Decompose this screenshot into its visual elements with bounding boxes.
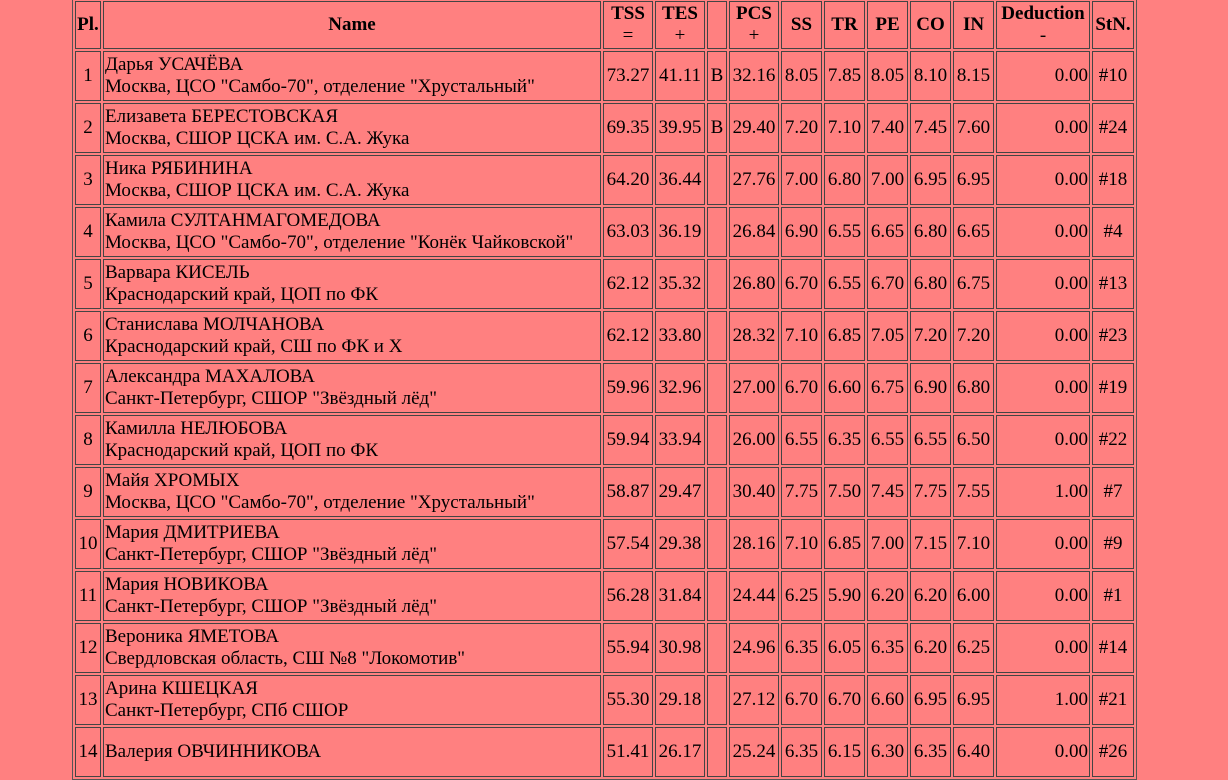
deduction-cell: 0.00 <box>996 207 1090 257</box>
skater-name: Камилла НЕЛЮБОВА <box>105 418 288 439</box>
ss-cell: 7.10 <box>781 519 822 569</box>
tss-cell: 55.94 <box>603 623 653 673</box>
header-ss-label: SS <box>790 14 813 35</box>
skater-name: Камила СУЛТАНМАГОМЕДОВА <box>105 210 381 231</box>
tes-cell: 33.94 <box>655 415 705 465</box>
skater-name: Варвара КИСЕЛЬ <box>105 262 250 283</box>
bonus-cell <box>707 571 727 621</box>
bonus-cell: B <box>707 103 727 153</box>
deduction-cell: 0.00 <box>996 727 1090 777</box>
table-row <box>75 311 1134 361</box>
bonus-cell <box>707 259 727 309</box>
header-pcs <box>729 1 779 49</box>
start-number-cell: #19 <box>1092 363 1134 413</box>
header-row <box>75 1 1134 49</box>
co-cell: 6.80 <box>910 207 951 257</box>
start-number-cell: #22 <box>1092 415 1134 465</box>
in-cell: 8.15 <box>953 51 994 101</box>
place-cell: 8 <box>75 415 101 465</box>
in-cell: 7.20 <box>953 311 994 361</box>
pe-cell: 6.65 <box>867 207 908 257</box>
pe-cell: 8.05 <box>867 51 908 101</box>
tr-cell: 6.85 <box>824 519 865 569</box>
ss-cell: 7.75 <box>781 467 822 517</box>
ss-cell: 6.35 <box>781 623 822 673</box>
tss-cell: 59.94 <box>603 415 653 465</box>
skater-club: Санкт-Петербург, СШОР "Звёздный лёд" <box>105 596 437 617</box>
skater-name: Мария НОВИКОВА <box>105 574 269 595</box>
pcs-cell: 27.00 <box>729 363 779 413</box>
co-cell: 6.20 <box>910 623 951 673</box>
bonus-cell <box>707 623 727 673</box>
header-pcs-label: PCS <box>736 3 772 24</box>
pcs-cell: 24.44 <box>729 571 779 621</box>
header-tes-operator: + <box>674 25 686 46</box>
in-cell: 6.40 <box>953 727 994 777</box>
tes-cell: 29.47 <box>655 467 705 517</box>
place-cell: 11 <box>75 571 101 621</box>
table-row <box>75 519 1134 569</box>
tr-cell: 6.85 <box>824 311 865 361</box>
tes-cell: 26.17 <box>655 727 705 777</box>
table-row <box>75 467 1134 517</box>
skater-name: Станислава МОЛЧАНОВА <box>105 314 325 335</box>
tss-cell: 56.28 <box>603 571 653 621</box>
pcs-cell: 30.40 <box>729 467 779 517</box>
pcs-cell: 28.16 <box>729 519 779 569</box>
pe-cell: 6.70 <box>867 259 908 309</box>
co-cell: 6.20 <box>910 571 951 621</box>
tss-cell: 63.03 <box>603 207 653 257</box>
deduction-cell: 0.00 <box>996 415 1090 465</box>
deduction-cell: 0.00 <box>996 103 1090 153</box>
start-number-cell: #1 <box>1092 571 1134 621</box>
header-start-number <box>1092 1 1134 49</box>
skater-cell <box>103 727 601 777</box>
tr-cell: 7.10 <box>824 103 865 153</box>
skater-name: Ника РЯБИНИНА <box>105 158 253 179</box>
start-number-cell: #7 <box>1092 467 1134 517</box>
tr-cell: 6.05 <box>824 623 865 673</box>
header-tes-label: TES <box>662 3 698 24</box>
pcs-cell: 26.80 <box>729 259 779 309</box>
header-start-number-label: StN. <box>1095 14 1131 35</box>
tes-cell: 31.84 <box>655 571 705 621</box>
skater-club: Москва, ЦСО "Самбо-70", отделение "Хрустальный" <box>105 76 535 97</box>
skater-club: Санкт-Петербург, СШОР "Звёздный лёд" <box>105 544 437 565</box>
deduction-cell: 0.00 <box>996 623 1090 673</box>
results-body <box>75 51 1134 777</box>
tr-cell: 6.15 <box>824 727 865 777</box>
place-cell: 4 <box>75 207 101 257</box>
skater-cell <box>103 311 601 361</box>
ss-cell: 6.70 <box>781 675 822 725</box>
skater-name: Валерия ОВЧИННИКОВА <box>105 741 322 762</box>
ss-cell: 6.70 <box>781 363 822 413</box>
place-cell: 6 <box>75 311 101 361</box>
in-cell: 6.80 <box>953 363 994 413</box>
pe-cell: 6.55 <box>867 415 908 465</box>
start-number-cell: #24 <box>1092 103 1134 153</box>
bonus-cell <box>707 519 727 569</box>
table-row <box>75 155 1134 205</box>
header-name <box>103 1 601 49</box>
header-tr-label: TR <box>831 14 858 35</box>
tss-cell: 55.30 <box>603 675 653 725</box>
header-tes <box>655 1 705 49</box>
table-row <box>75 727 1134 777</box>
place-cell: 2 <box>75 103 101 153</box>
tr-cell: 6.60 <box>824 363 865 413</box>
in-cell: 6.00 <box>953 571 994 621</box>
skater-name: Елизавета БЕРЕСТОВСКАЯ <box>105 106 339 127</box>
co-cell: 6.55 <box>910 415 951 465</box>
results-table <box>72 0 1137 780</box>
header-tss <box>603 1 653 49</box>
deduction-cell: 0.00 <box>996 519 1090 569</box>
tr-cell: 6.80 <box>824 155 865 205</box>
skater-club: Краснодарский край, СШ по ФК и Х <box>105 336 403 357</box>
co-cell: 6.90 <box>910 363 951 413</box>
skater-club: Москва, СШОР ЦСКА им. С.А. Жука <box>105 180 410 201</box>
table-row <box>75 259 1134 309</box>
start-number-cell: #18 <box>1092 155 1134 205</box>
in-cell: 6.65 <box>953 207 994 257</box>
tes-cell: 29.18 <box>655 675 705 725</box>
co-cell: 7.45 <box>910 103 951 153</box>
ss-cell: 7.00 <box>781 155 822 205</box>
tss-cell: 62.12 <box>603 259 653 309</box>
tss-cell: 57.54 <box>603 519 653 569</box>
place-cell: 7 <box>75 363 101 413</box>
pcs-cell: 25.24 <box>729 727 779 777</box>
table-row <box>75 415 1134 465</box>
bonus-cell <box>707 363 727 413</box>
tes-cell: 35.32 <box>655 259 705 309</box>
bonus-cell <box>707 415 727 465</box>
bonus-cell: B <box>707 51 727 101</box>
header-tss-label: TSS <box>611 3 645 24</box>
place-cell: 14 <box>75 727 101 777</box>
header-name-label: Name <box>328 14 376 35</box>
tr-cell: 7.85 <box>824 51 865 101</box>
ss-cell: 6.90 <box>781 207 822 257</box>
ss-cell: 7.20 <box>781 103 822 153</box>
place-cell: 1 <box>75 51 101 101</box>
table-row <box>75 207 1134 257</box>
skater-club: Москва, ЦСО "Самбо-70", отделение "Хрустальный" <box>105 492 535 513</box>
in-cell: 6.25 <box>953 623 994 673</box>
pe-cell: 6.30 <box>867 727 908 777</box>
tes-cell: 39.95 <box>655 103 705 153</box>
tes-cell: 36.44 <box>655 155 705 205</box>
tr-cell: 6.55 <box>824 259 865 309</box>
place-cell: 5 <box>75 259 101 309</box>
bonus-cell <box>707 155 727 205</box>
deduction-cell: 0.00 <box>996 155 1090 205</box>
header-bonus <box>707 1 727 49</box>
place-cell: 3 <box>75 155 101 205</box>
table-row <box>75 571 1134 621</box>
header-in <box>953 1 994 49</box>
pe-cell: 7.05 <box>867 311 908 361</box>
pcs-cell: 27.76 <box>729 155 779 205</box>
start-number-cell: #26 <box>1092 727 1134 777</box>
pcs-cell: 26.84 <box>729 207 779 257</box>
header-tss-operator: = <box>622 25 634 46</box>
deduction-cell: 1.00 <box>996 675 1090 725</box>
tss-cell: 51.41 <box>603 727 653 777</box>
pe-cell: 6.20 <box>867 571 908 621</box>
table-row <box>75 51 1134 101</box>
header-co-label: CO <box>916 14 945 35</box>
in-cell: 7.10 <box>953 519 994 569</box>
table-row <box>75 363 1134 413</box>
deduction-cell: 1.00 <box>996 467 1090 517</box>
in-cell: 6.75 <box>953 259 994 309</box>
results-header <box>75 1 1134 49</box>
deduction-cell: 0.00 <box>996 259 1090 309</box>
header-in-label: IN <box>962 14 985 35</box>
co-cell: 8.10 <box>910 51 951 101</box>
tss-cell: 59.96 <box>603 363 653 413</box>
tes-cell: 30.98 <box>655 623 705 673</box>
skater-cell <box>103 623 601 673</box>
skater-club: Санкт-Петербург, СПб СШОР <box>105 700 349 721</box>
co-cell: 7.20 <box>910 311 951 361</box>
start-number-cell: #4 <box>1092 207 1134 257</box>
pe-cell: 6.75 <box>867 363 908 413</box>
tr-cell: 5.90 <box>824 571 865 621</box>
deduction-cell: 0.00 <box>996 571 1090 621</box>
in-cell: 7.60 <box>953 103 994 153</box>
table-row <box>75 103 1134 153</box>
pcs-cell: 26.00 <box>729 415 779 465</box>
deduction-cell: 0.00 <box>996 311 1090 361</box>
start-number-cell: #10 <box>1092 51 1134 101</box>
header-deduction-label: Deduction <box>1001 3 1085 24</box>
pcs-cell: 28.32 <box>729 311 779 361</box>
skater-club: Санкт-Петербург, СШОР "Звёздный лёд" <box>105 388 437 409</box>
tes-cell: 29.38 <box>655 519 705 569</box>
skater-cell <box>103 103 601 153</box>
skater-club: Свердловская область, СШ №8 "Локомотив" <box>105 648 466 669</box>
header-ss <box>781 1 822 49</box>
pe-cell: 6.35 <box>867 623 908 673</box>
in-cell: 6.50 <box>953 415 994 465</box>
bonus-cell <box>707 675 727 725</box>
header-pcs-operator: + <box>748 25 760 46</box>
in-cell: 6.95 <box>953 155 994 205</box>
co-cell: 7.15 <box>910 519 951 569</box>
skater-club: Краснодарский край, ЦОП по ФК <box>105 284 379 305</box>
ss-cell: 7.10 <box>781 311 822 361</box>
table-row <box>75 623 1134 673</box>
pe-cell: 7.45 <box>867 467 908 517</box>
start-number-cell: #21 <box>1092 675 1134 725</box>
ss-cell: 6.55 <box>781 415 822 465</box>
pcs-cell: 29.40 <box>729 103 779 153</box>
start-number-cell: #14 <box>1092 623 1134 673</box>
place-cell: 10 <box>75 519 101 569</box>
start-number-cell: #9 <box>1092 519 1134 569</box>
skater-name: Дарья УСАЧЁВА <box>105 54 244 75</box>
skater-cell <box>103 259 601 309</box>
tes-cell: 41.11 <box>655 51 705 101</box>
skater-cell <box>103 415 601 465</box>
tr-cell: 6.70 <box>824 675 865 725</box>
skater-cell <box>103 51 601 101</box>
pe-cell: 6.60 <box>867 675 908 725</box>
skater-cell <box>103 571 601 621</box>
in-cell: 6.95 <box>953 675 994 725</box>
skater-name: Майя ХРОМЫХ <box>105 470 240 491</box>
skater-cell <box>103 363 601 413</box>
skater-cell <box>103 519 601 569</box>
bonus-cell <box>707 727 727 777</box>
bonus-cell <box>707 467 727 517</box>
co-cell: 6.80 <box>910 259 951 309</box>
ss-cell: 6.70 <box>781 259 822 309</box>
ss-cell: 8.05 <box>781 51 822 101</box>
place-cell: 13 <box>75 675 101 725</box>
tes-cell: 33.80 <box>655 311 705 361</box>
tr-cell: 6.35 <box>824 415 865 465</box>
in-cell: 7.55 <box>953 467 994 517</box>
tss-cell: 64.20 <box>603 155 653 205</box>
tss-cell: 69.35 <box>603 103 653 153</box>
skater-club: Краснодарский край, ЦОП по ФК <box>105 440 379 461</box>
header-deduction-operator: - <box>1039 25 1047 46</box>
skater-name: Вероника ЯМЕТОВА <box>105 626 280 647</box>
tr-cell: 6.55 <box>824 207 865 257</box>
skater-name: Александра МАХАЛОВА <box>105 366 315 387</box>
co-cell: 6.95 <box>910 675 951 725</box>
deduction-cell: 0.00 <box>996 363 1090 413</box>
start-number-cell: #23 <box>1092 311 1134 361</box>
bonus-cell <box>707 311 727 361</box>
tes-cell: 32.96 <box>655 363 705 413</box>
header-place-label: Pl. <box>77 14 99 35</box>
skater-club: Москва, СШОР ЦСКА им. С.А. Жука <box>105 128 410 149</box>
skater-club: Москва, ЦСО "Самбо-70", отделение "Конёк Чайковской" <box>105 232 574 253</box>
skater-cell <box>103 155 601 205</box>
skater-name: Мария ДМИТРИЕВА <box>105 522 280 543</box>
pcs-cell: 24.96 <box>729 623 779 673</box>
tss-cell: 73.27 <box>603 51 653 101</box>
ss-cell: 6.35 <box>781 727 822 777</box>
header-pe-label: PE <box>875 14 900 35</box>
bonus-cell <box>707 207 727 257</box>
header-pe <box>867 1 908 49</box>
start-number-cell: #13 <box>1092 259 1134 309</box>
header-tr <box>824 1 865 49</box>
co-cell: 6.35 <box>910 727 951 777</box>
place-cell: 12 <box>75 623 101 673</box>
skater-cell <box>103 207 601 257</box>
tss-cell: 58.87 <box>603 467 653 517</box>
pe-cell: 7.40 <box>867 103 908 153</box>
header-deduction <box>996 1 1090 49</box>
pcs-cell: 27.12 <box>729 675 779 725</box>
tr-cell: 7.50 <box>824 467 865 517</box>
header-co <box>910 1 951 49</box>
ss-cell: 6.25 <box>781 571 822 621</box>
skater-name: Арина КШЕЦКАЯ <box>105 678 258 699</box>
tss-cell: 62.12 <box>603 311 653 361</box>
place-cell: 9 <box>75 467 101 517</box>
table-row <box>75 675 1134 725</box>
tes-cell: 36.19 <box>655 207 705 257</box>
header-place <box>75 1 101 49</box>
skater-cell <box>103 467 601 517</box>
pcs-cell: 32.16 <box>729 51 779 101</box>
co-cell: 7.75 <box>910 467 951 517</box>
pe-cell: 7.00 <box>867 155 908 205</box>
co-cell: 6.95 <box>910 155 951 205</box>
deduction-cell: 0.00 <box>996 51 1090 101</box>
pe-cell: 7.00 <box>867 519 908 569</box>
skater-cell <box>103 675 601 725</box>
